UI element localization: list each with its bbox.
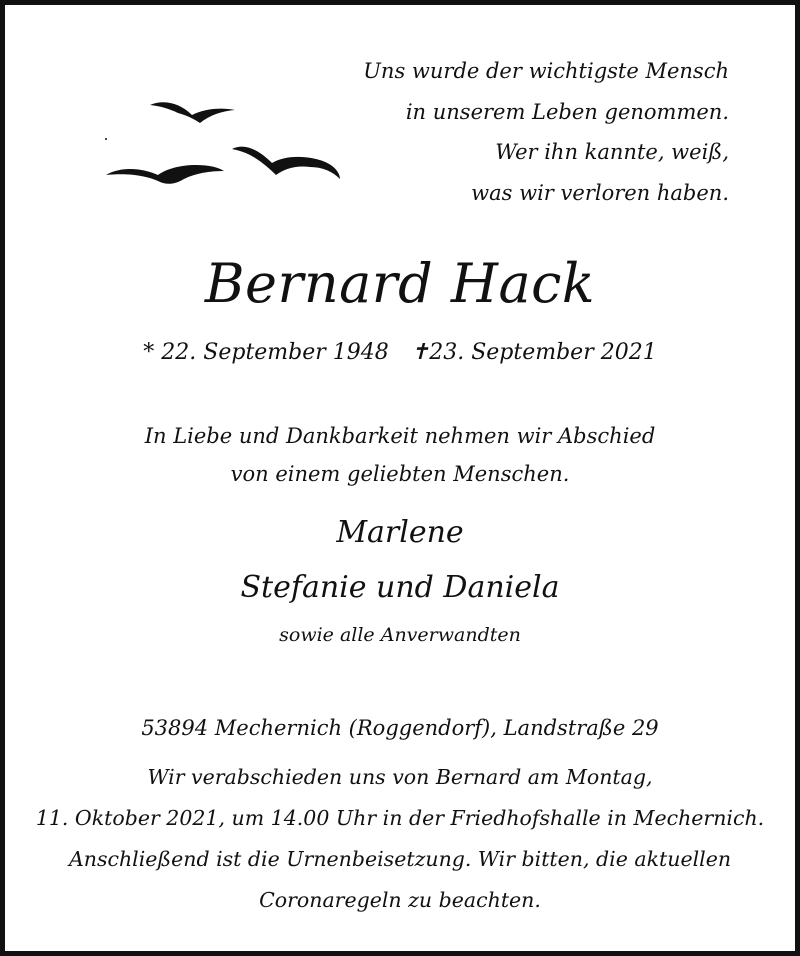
bird-icon xyxy=(106,165,224,184)
quote-block xyxy=(363,51,729,213)
quote-line: was wir verloren haben. xyxy=(471,180,729,205)
quote-line: Uns wurde der wichtigste Mensch xyxy=(363,59,729,83)
deceased-name: Bernard Hack xyxy=(204,252,596,315)
funeral-info xyxy=(5,757,795,921)
speck-icon xyxy=(105,138,107,140)
quote-line: in unserem Leben genommen. xyxy=(405,99,729,124)
birth-date: * 22. September 1948 xyxy=(143,340,389,365)
farewell-line: In Liebe und Dankbarkeit nehmen wir Abschied xyxy=(144,424,656,448)
funeral-line: Coronaregeln zu beachten. xyxy=(259,888,541,912)
funeral-line: Anschließend ist die Urnenbeisetzung. Wir bitten, die aktuellen xyxy=(68,847,732,871)
family-relatives: sowie alle Anverwandten xyxy=(279,624,521,646)
farewell-text xyxy=(5,417,795,493)
life-dates xyxy=(5,335,795,371)
funeral-line: Wir verabschieden uns von Bernard am Montag, xyxy=(147,765,653,789)
funeral-line: 11. Oktober 2021, um 14.00 Uhr in der Friedhofshalle in Mechernich. xyxy=(35,806,765,830)
bird-icon xyxy=(150,102,235,123)
family-signature xyxy=(5,505,795,653)
quote-line: Wer ihn kannte, weiß, xyxy=(495,140,729,164)
family-name-children: Stefanie und Daniela xyxy=(240,570,560,605)
bird-icon xyxy=(232,147,340,179)
death-date: ✝23. September 2021 xyxy=(410,340,657,365)
family-name-spouse: Marlene xyxy=(336,515,464,550)
flying-birds-icon xyxy=(100,93,350,193)
family-address: 53894 Mechernich (Roggendorf), Landstraße 29 xyxy=(141,716,659,740)
farewell-line: von einem geliebten Menschen. xyxy=(230,462,570,486)
